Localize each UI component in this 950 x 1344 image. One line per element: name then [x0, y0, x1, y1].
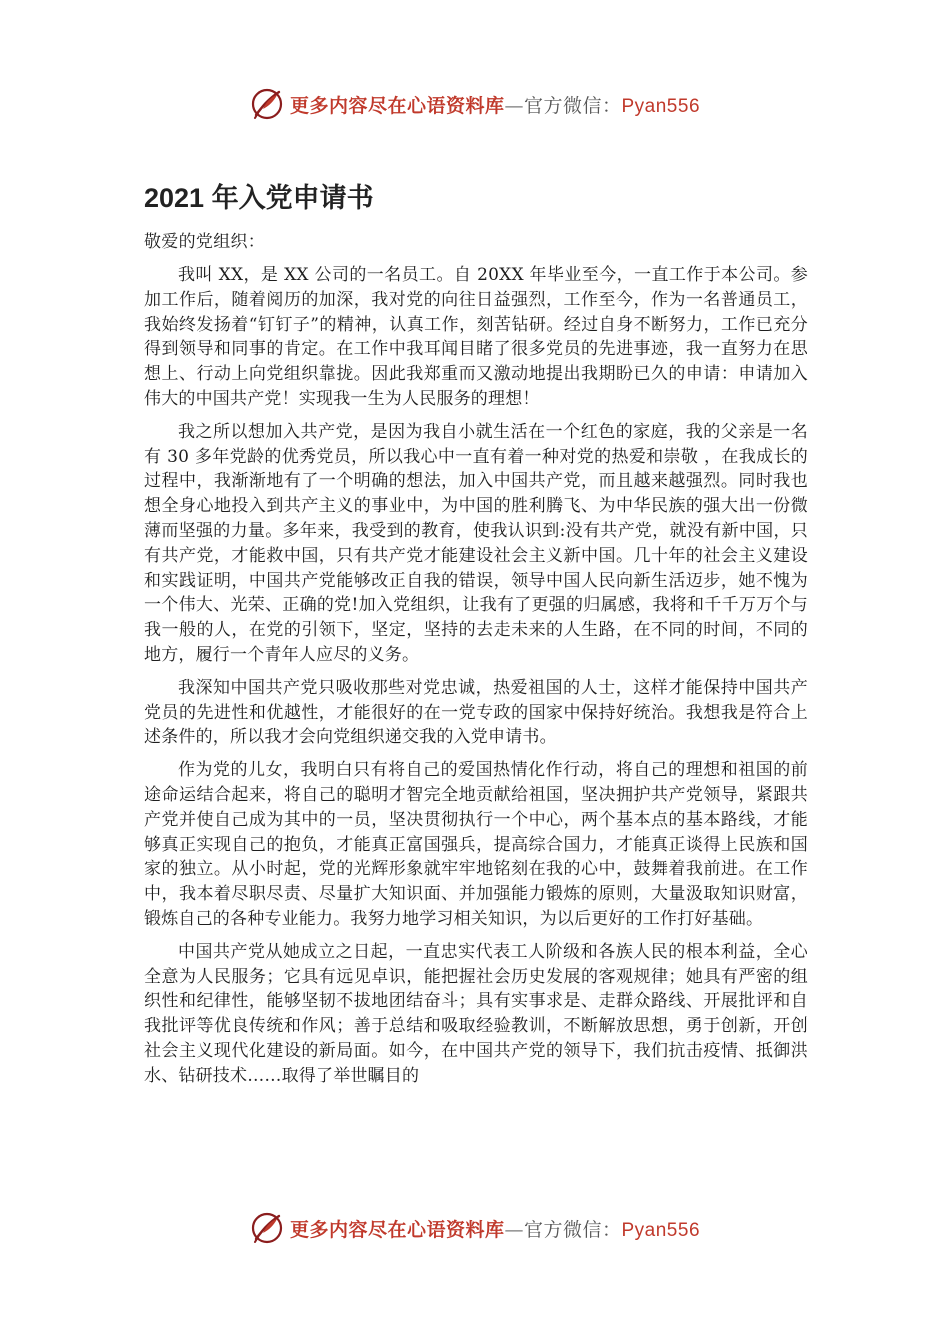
salutation: 敬爱的党组织： — [144, 232, 266, 252]
banner-main-text: 更多内容尽在心语资料库 — [289, 94, 505, 117]
paragraph-3: 我深知中国共产党只吸收那些对党忠诚，热爱祖国的人士，这样才能保持中国共产党员的先进性和优越性，才能很好的在一党专政的国家中保持好统治。我想我是符合上述条件的，所以我才会向党组织递交我的入党申请书。 — [144, 677, 808, 748]
banner-text — [290, 1215, 700, 1242]
paragraph-1: 我叫 XX，是 XX 公司的一名员工。自 20XX 年毕业至今，一直工作于本公司。参加工作后，随着阅历的加深，我对党的向往日益强烈，工作至今，作为一名普通员工，我始终发扬着“钉钉子”的精神，认真工作，刻苦钻研。经过自身不断努力，工作已充分得到领导和同事的肯定。在工作中我耳闻目睹了很多党员的先进事迹，我一直努力在思想上、行动上向党组织靠拢。因此我郑重而又激动地提出我期盼已久的申请：申请加入伟大的中国共产党！实现我一生为人民服务的理想！ — [144, 265, 808, 409]
footer-banner — [0, 1208, 950, 1248]
banner-text — [290, 91, 700, 118]
paragraph-2: 我之所以想加入共产党，是因为我自小就生活在一个红色的家庭，我的父亲是一名有 30 多年党龄的优秀党员，所以我心中一直有着一种对党的热爱和崇敬 ，在我成长的过程中，我渐渐地有了一个明确的想法，加入中国共产党，而且越来越强烈。同时我也想全身心地投入到共产主义的事业中，为中国的胜利腾飞、为中华民族的强大出一份微薄而坚强的力量。多年来，我受到的教育，使我认识到:没有共产党，就没有新中国，只有共产党，才能救中国，只有共产党才能建设社会主义新中国。几十年的社会主义建设和实践证明，中国共产党能够改正自我的错误，领导中国人民向新生活迈步，她不愧为一个伟大、光荣、正确的党!加入党组织，让我有了更强的归属感，我将和千千万万个与我一般的人，在党的引领下，坚定，坚持的去走未来的人生路，在不同的时间，不同的地方，履行一个青年人应尽的义务。 — [144, 421, 808, 665]
document-body — [144, 230, 808, 1089]
banner-main-text: 更多内容尽在心语资料库 — [289, 1218, 505, 1241]
header-banner — [0, 84, 950, 124]
document-title: 2021 年入党申请书 — [144, 183, 374, 213]
banner-wechat-id: Pyan556 — [621, 95, 701, 117]
banner-wechat-label: 官方微信： — [523, 1218, 622, 1241]
banner-wechat-id: Pyan556 — [621, 1219, 701, 1241]
feather-pen-logo-icon — [250, 1211, 284, 1245]
feather-pen-logo-icon — [250, 87, 284, 121]
banner-separator: — — [504, 1218, 524, 1241]
banner-wechat-label: 官方微信： — [523, 94, 622, 117]
paragraph-5: 中国共产党从她成立之日起，一直忠实代表工人阶级和各族人民的根本利益，全心全意为人民服务；它具有远见卓识，能把握社会历史发展的客观规律；她具有严密的组织性和纪律性，能够坚韧不拔地团结奋斗；具有实事求是、走群众路线、开展批评和自我批评等优良传统和作风；善于总结和吸取经验教训，不断解放思想，勇于创新，开创社会主义现代化建设的新局面。如今，在中国共产党的领导下，我们抗击疫情、抵御洪水、钻研技术……取得了举世瞩目的 — [144, 941, 808, 1086]
paragraph-4: 作为党的儿女，我明白只有将自己的爱国热情化作行动，将自己的理想和祖国的前途命运结合起来，将自己的聪明才智完全地贡献给祖国，坚决拥护共产党领导，紧跟共产党并使自己成为其中的一员，坚决贯彻执行一个中心，两个基本点的基本路线，才能够真正实现自己的抱负，才能真正富国强兵，提高综合国力，才能真正谈得上民族和国家的独立。从小时起，党的光辉形象就牢牢地铭刻在我的心中，鼓舞着我前进。在工作中，我本着尽职尽责、尽量扩大知识面、并加强能力锻炼的原则，大量汲取知识财富，锻炼自己的各种专业能力。我努力地学习相关知识，为以后更好的工作打好基础。 — [144, 760, 808, 929]
banner-separator: — — [504, 94, 524, 117]
